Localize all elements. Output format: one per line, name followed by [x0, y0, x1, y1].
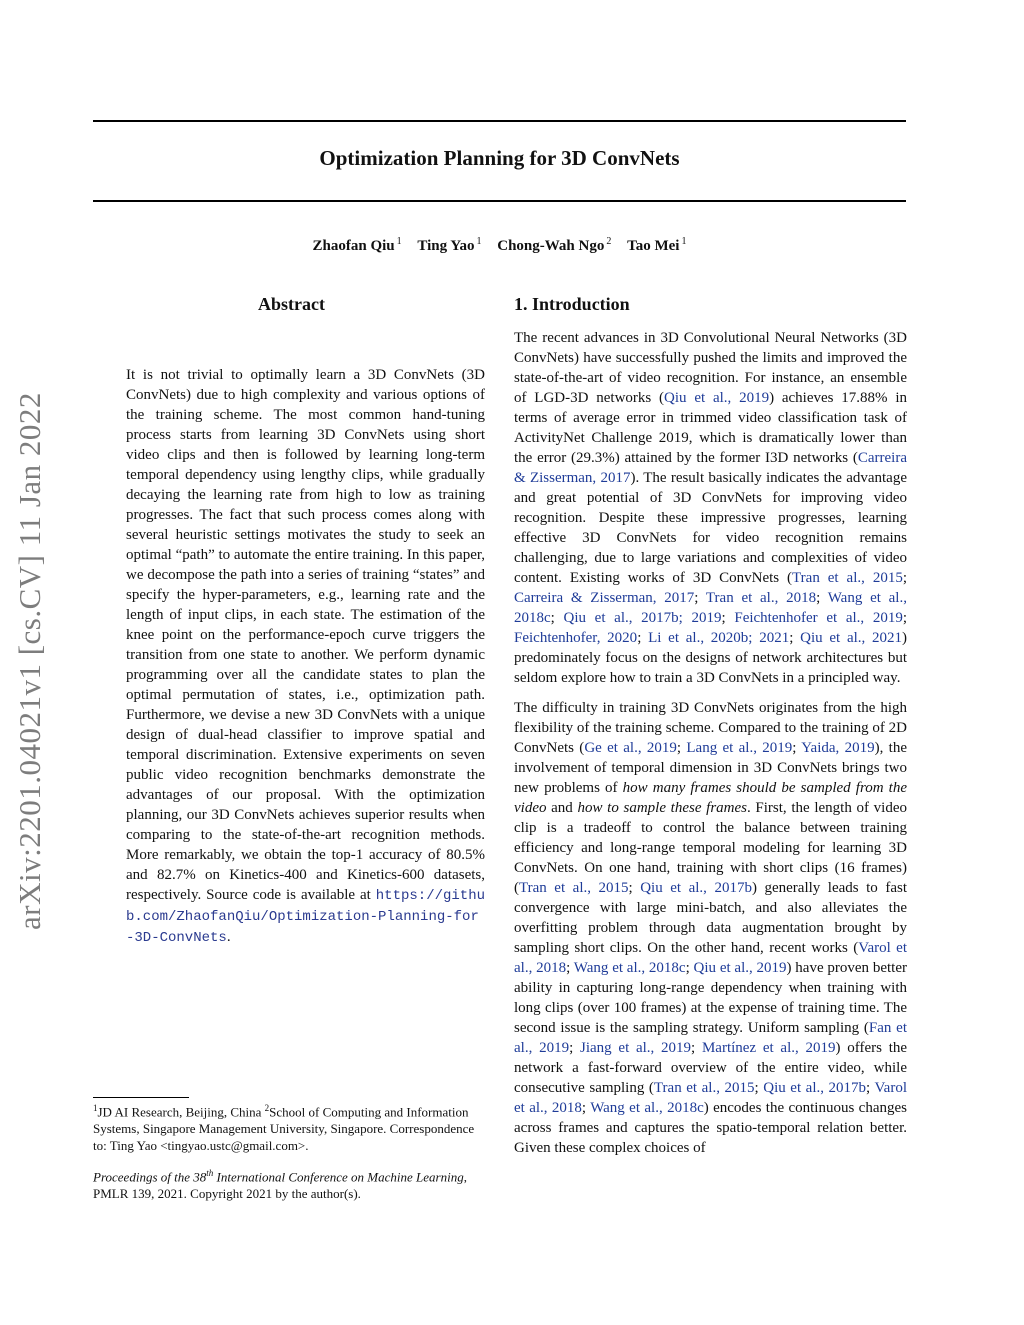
paragraph-text: ) offers the network a fast-forward overview of the entire video, while consecutive sampling (: [514, 1040, 908, 1096]
proceedings-note: [93, 1165, 490, 1202]
intro-paragraph-2: [514, 698, 907, 1158]
citation-link[interactable]: Varol et al., 2018: [514, 1080, 907, 1116]
paragraph-text: ) have proven better ability in capturing long-range dependency when training with long clips (over 100 frames) at the expense of training time. The second issue is the sampling strategy. Uniform sampling (: [514, 960, 907, 1036]
arxiv-identifier[interactable]: arXiv:2201.04021v1 [cs.CV] 11 Jan 2022: [12, 392, 47, 930]
paragraph-text: ;: [581, 1100, 591, 1116]
paragraph-text: ;: [816, 590, 828, 606]
author-list: [93, 236, 906, 255]
citation-link[interactable]: Jiang et al., 2019: [580, 1040, 692, 1056]
author: [313, 238, 402, 254]
proceedings-suffix: , PMLR 139, 2021. Copyright 2021 by the author(s).: [93, 1169, 467, 1202]
left-column: [93, 290, 490, 948]
paragraph-text: ;: [628, 880, 641, 896]
citation-link[interactable]: Carreira & Zisserman, 2017: [514, 450, 907, 486]
footnote-marker: 1: [93, 1103, 98, 1113]
conference-name: International Conference on Machine Learning: [213, 1169, 464, 1185]
paragraph-text: ), the involvement of temporal dimension in 3D ConvNets brings two new problems of: [514, 740, 907, 796]
paragraph-text: . First, the length of video clip is a tradeoff to control the balance between training efficiency and long-range temporal modeling for learning 3D ConvNets. On one hand, training with short clips (16 frames) (: [514, 800, 907, 896]
citation-link[interactable]: Wang et al., 2018c: [573, 960, 686, 976]
citation-link[interactable]: Ge et al., 2019: [584, 740, 677, 756]
paragraph-text: The recent advances in 3D Convolutional Neural Networks (3D ConvNets) have successfully pushed the limits and improved the state-of-the-art of video recognition. For instance, an ensemble of LGD-3D networks (: [514, 330, 907, 406]
author-name: Ting Yao: [417, 238, 475, 254]
code-link[interactable]: https://github.com/ZhaofanQiu/Optimization-Planning-for-3D-ConvNets: [126, 888, 485, 946]
paragraph-text: ;: [637, 630, 649, 646]
citation-link[interactable]: Wang et al., 2018c: [590, 1100, 704, 1116]
paragraph-text: ;: [902, 610, 907, 626]
citation-link[interactable]: Qiu et al., 2017b; 2019: [563, 610, 722, 626]
affiliation-2: School of Computing and Information Systems, Singapore Management University, Singapore. Correspondence to: Ting Yao <tingyao.ustc@gmail.com>.: [93, 1104, 475, 1154]
citation-link[interactable]: Fan et al., 2019: [514, 1020, 908, 1056]
paragraph-text: ) achieves 17.88% in terms of average error in trimmed video classification task of ActivityNet Challenge 2019, which is dramatically lower than the error (29.3%) attained by the former I3D networks (: [514, 390, 908, 466]
citation-link[interactable]: Li et al., 2020b; 2021: [648, 630, 790, 646]
emphasized-text: how many frames should be sampled from the video: [514, 780, 907, 816]
citation-link[interactable]: Tran et al., 2015: [519, 880, 629, 896]
abstract-body: [126, 365, 485, 948]
paragraph-text: ) predominately focus on the designs of network architectures but seldom explore how to train a 3D ConvNets in a principled way.: [514, 630, 908, 686]
paragraph-text: ;: [676, 740, 687, 756]
affiliation-marker: 2: [606, 236, 612, 247]
citation-link[interactable]: Feichtenhofer, 2020: [514, 630, 638, 646]
paragraph-text: ;: [866, 1080, 875, 1096]
footnote-divider: [93, 1097, 189, 1098]
author-name: Chong-Wah Ngo: [497, 238, 605, 254]
paragraph-text: and: [546, 800, 578, 816]
citation-link[interactable]: Lang et al., 2019: [686, 740, 793, 756]
citation-link[interactable]: Varol et al., 2018: [514, 940, 907, 976]
citation-link[interactable]: Feichtenhofer et al., 2019: [734, 610, 903, 626]
citation-link[interactable]: Qiu et al., 2021: [800, 630, 903, 646]
paragraph-text: ;: [566, 960, 574, 976]
author: [497, 238, 611, 254]
title-rule-top: [93, 120, 906, 122]
paragraph-text: ;: [691, 1040, 702, 1056]
affiliation-marker: 1: [476, 236, 482, 247]
section-heading-introduction: 1. Introduction: [514, 294, 630, 314]
abstract-heading: Abstract: [258, 294, 325, 314]
proceedings-prefix: Proceedings of the 38: [93, 1169, 207, 1185]
right-column: [514, 290, 907, 1158]
paragraph-text: ). The result basically indicates the advantage and great potential of 3D ConvNets for improving video recognition. Despite these impressive progresses, learning effective 3D ConvNets for video recognition remains challenging, due to large variations and complexities of video content. Existing works of 3D ConvNets (: [514, 470, 908, 586]
paragraph-text: ;: [569, 1040, 580, 1056]
paragraph-text: The difficulty in training 3D ConvNets originates from the high flexibility of the training scheme. Compared to the training of 2D ConvNets (: [514, 700, 907, 756]
emphasized-text: how to sample these frames: [577, 800, 747, 816]
affiliation-marker: 1: [681, 236, 687, 247]
citation-link[interactable]: Qiu et al., 2017b: [640, 880, 752, 896]
citation-link[interactable]: Qiu et al., 2019: [664, 390, 770, 406]
author: [627, 238, 686, 254]
affiliation-1: JD AI Research, Beijing, China: [97, 1104, 265, 1120]
citation-link[interactable]: Qiu et al., 2019: [693, 960, 787, 976]
paragraph-text: ;: [721, 610, 735, 626]
paragraph-text: ;: [754, 1080, 764, 1096]
citation-link[interactable]: Tran et al., 2018: [705, 590, 817, 606]
paragraph-text: ;: [694, 590, 706, 606]
paragraph-text: ) generally leads to fast convergence with large mini-batch, and also alleviates the overfitting problem through data augmentation brought by sampling short clips. On the other hand, recent works (: [514, 880, 907, 956]
abstract-text: It is not trivial to optimally learn a 3D ConvNets (3D ConvNets) due to high complexity and various options of the training scheme. The most common hand-tuning process starts from learning 3D ConvNets using short video clips and then is followed by learning long-term temporal dependency using lengthy clips, while gradually decaying the learning rate from high to low as training progresses. The fact that such process comes along with several heuristic settings motivates the study to seek an optimal “path” to automate the entire training. In this paper, we decompose the path into a series of training “states” and specify the hyper-parameters, e.g., learning rate and the length of input clips, in each state. The estimation of the knee point on the performance-epoch curve triggers the transition from one state to another. We perform dynamic programming over all the candidate states to plan the optimal permutation of states, i.e., optimization path. Furthermore, we devise a new 3D ConvNets with a unique design of dual-head classifier to improve spatial and temporal discrimination. Extensive experiments on seven public video recognition benchmarks demonstrate the advantages of our proposal. With the optimization planning, our 3D ConvNets achieves superior results when comparing to the state-of-the-art recognition methods. More remarkably, we obtain the top-1 accuracy of 80.5% and 82.7% on Kinetics-400 and Kinetics-600 datasets, respectively. Source code is available at: [126, 367, 485, 903]
ordinal-suffix: th: [206, 1168, 214, 1178]
footnote-marker: 2: [264, 1103, 270, 1113]
citation-link[interactable]: Carreira & Zisserman, 2017: [514, 590, 695, 606]
citation-link[interactable]: Wang et al., 2018c: [514, 590, 907, 626]
citation-link[interactable]: Yaida, 2019: [801, 740, 875, 756]
author-name: Tao Mei: [627, 238, 680, 254]
paragraph-text: ;: [792, 740, 802, 756]
title-rule-bottom: [93, 200, 906, 202]
citation-link[interactable]: Tran et al., 2015: [653, 1080, 755, 1096]
paragraph-text: ) encodes the continuous changes across frames and captures the spatio-temporal relation better. Given these complex choices of: [514, 1100, 907, 1156]
affiliation-marker: 1: [396, 236, 402, 247]
citation-link[interactable]: Qiu et al., 2017b: [763, 1080, 867, 1096]
intro-paragraph-1: [514, 328, 907, 688]
affiliation-footnote: [93, 1100, 490, 1154]
paper-title: Optimization Planning for 3D ConvNets: [319, 146, 680, 170]
citation-link[interactable]: Martínez et al., 2019: [701, 1040, 836, 1056]
citation-link[interactable]: Tran et al., 2015: [792, 570, 903, 586]
paragraph-text: ;: [685, 960, 694, 976]
paragraph-text: ;: [789, 630, 801, 646]
paragraph-text: ;: [550, 610, 564, 626]
author-name: Zhaofan Qiu: [312, 238, 395, 254]
abstract-end: .: [226, 929, 231, 945]
author: [417, 238, 481, 254]
paragraph-text: ;: [902, 570, 907, 586]
